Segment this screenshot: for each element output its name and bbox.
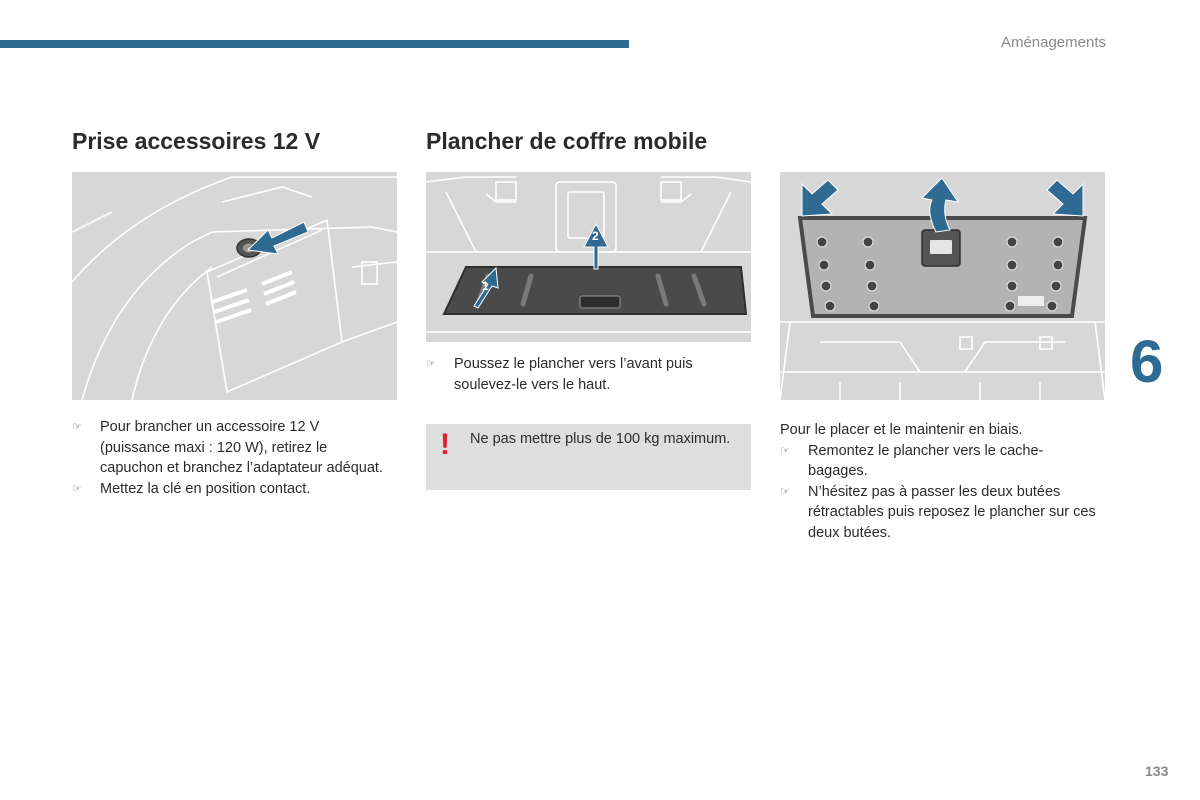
instruction-item: ☞ Pour brancher un accessoire 12 V (puissance maxi : 120 W), retirez le capuchon et branchez l’adaptateur adéquat. — [72, 419, 383, 476]
header-accent-bar — [0, 40, 629, 48]
section-title: Aménagements — [1000, 34, 1106, 51]
exclamation-icon: ! — [440, 428, 450, 461]
figure-accessory-socket — [72, 172, 397, 400]
chapter-number: 6 — [1130, 328, 1164, 395]
pointing-hand-icon: ☞ — [780, 444, 790, 457]
pointing-hand-icon: ☞ — [72, 482, 82, 495]
figure-floor-tilted — [780, 172, 1105, 400]
instruction-item: ☞ Remontez le plancher vers le cache-bagages. — [780, 442, 1044, 479]
instruction-item: ☞ Mettez la clé en position contact. — [72, 479, 392, 500]
tilt-intro: Pour le placer et le maintenir en biais. — [780, 422, 1023, 438]
callout-1: 1 — [482, 279, 489, 293]
heading-movable-floor: Plancher de coffre mobile — [426, 128, 708, 154]
warning-text: Ne pas mettre plus de 100 kg maximum. — [470, 431, 731, 447]
instruction-item: ☞ Poussez le plancher vers l’avant puis soulevez-le vers le haut. — [426, 356, 693, 393]
pointing-hand-icon: ☞ — [780, 485, 790, 498]
page-number: 133 — [1145, 763, 1169, 779]
pointing-hand-icon: ☞ — [72, 421, 82, 433]
pointing-hand-icon: ☞ — [426, 358, 436, 370]
instruction-item: ☞ N’hésitez pas à passer les deux butées rétractables puis reposez le plancher sur ces deux butées. — [780, 483, 1096, 541]
figure-floor-lift — [426, 172, 751, 342]
heading-accessory-socket: Prise accessoires 12 V — [72, 128, 321, 154]
callout-2: 2 — [592, 229, 599, 243]
warning-box — [426, 424, 751, 490]
